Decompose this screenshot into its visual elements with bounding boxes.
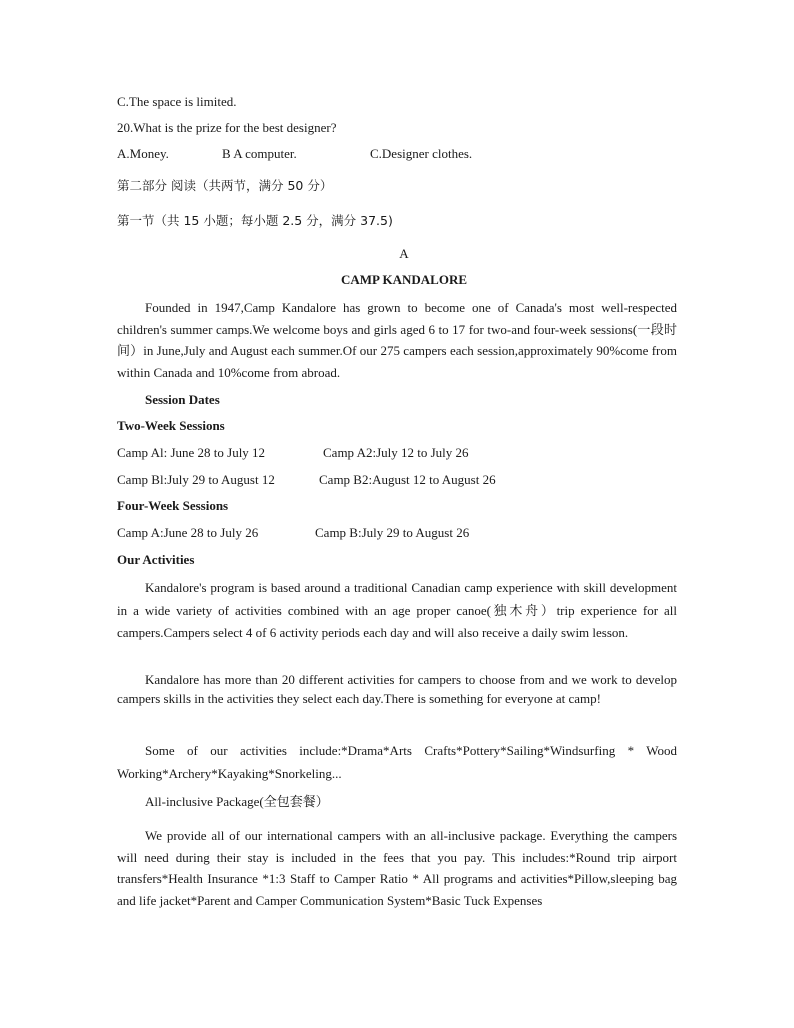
passage-letter: A xyxy=(399,246,409,261)
session-dates-heading: Session Dates xyxy=(145,392,220,407)
four-week-heading: Four-Week Sessions xyxy=(117,498,229,513)
section1-heading: 第一节（共 15 小题；每小题 2.5 分，满分 37.5) xyxy=(117,213,393,228)
camp-b-dates: Camp B:July 29 to August 26 xyxy=(315,525,470,540)
q20-question: 20.What is the prize for the best designer? xyxy=(117,120,337,135)
activities-paragraph-2: Kandalore has more than 20 different activities for campers to choose from and we work to develop campers skills in the activities they select each day.There is something for everyone at camp! xyxy=(117,672,677,706)
activities-paragraph-3: Some of our activities include:*Drama*Arts Crafts*Pottery*Sailing*Windsurfing * Wood Working*Archery*Kayaking*Snorkeling... xyxy=(117,743,677,781)
two-week-heading: Two-Week Sessions xyxy=(117,418,225,433)
activities-paragraph-1: Kandalore's program is based around a traditional Canadian camp experience with skill development in a wide variety of activities combined with an age proper canoe(独木舟）trip experience for all campers.Campers select 4 of 6 activity periods each day and will also receive a daily swim lesson. xyxy=(117,580,677,640)
intro-paragraph: Founded in 1947,Camp Kandalore has grown to become one of Canada's most well-respected children's summer camps.We welcome boys and girls aged 6 to 17 for two-and four-week sessions(一段时间）in June,July and August each summer.Of our 275 campers each session,approximately 90%come from within Canada and 10%come from abroad. xyxy=(117,300,677,380)
passage-title: CAMP KANDALORE xyxy=(340,272,468,287)
q20-option-b: B A computer. xyxy=(222,146,297,161)
package-heading: All-inclusive Package(全包套餐） xyxy=(145,794,329,809)
package-paragraph: We provide all of our international campers with an all-inclusive package. Everything the campers will need during their stay is included in the fees that you pay. This includes:*Round trip airport transfers*Health Insurance *1:3 Staff to Camper Ratio * All programs and activities*Pillow,sleeping bag and life jacket*Parent and Camper Communication System*Basic Tuck Expenses xyxy=(117,828,677,908)
part2-heading: 第二部分 阅读（共两节，满分 50 分） xyxy=(117,178,333,193)
q20-option-a: A.Money. xyxy=(117,146,169,161)
q19-option-c: C.The space is limited. xyxy=(117,94,237,109)
camp-a-dates: Camp A:June 28 to July 26 xyxy=(117,525,259,540)
q20-option-c: C.Designer clothes. xyxy=(370,146,473,161)
camp-b1-dates: Camp Bl:July 29 to August 12 xyxy=(117,472,275,487)
camp-a1-dates: Camp Al: June 28 to July 12 xyxy=(117,445,266,460)
camp-b2-dates: Camp B2:August 12 to August 26 xyxy=(319,472,496,487)
camp-a2-dates: Camp A2:July 12 to July 26 xyxy=(323,445,469,460)
activities-heading: Our Activities xyxy=(117,552,195,567)
